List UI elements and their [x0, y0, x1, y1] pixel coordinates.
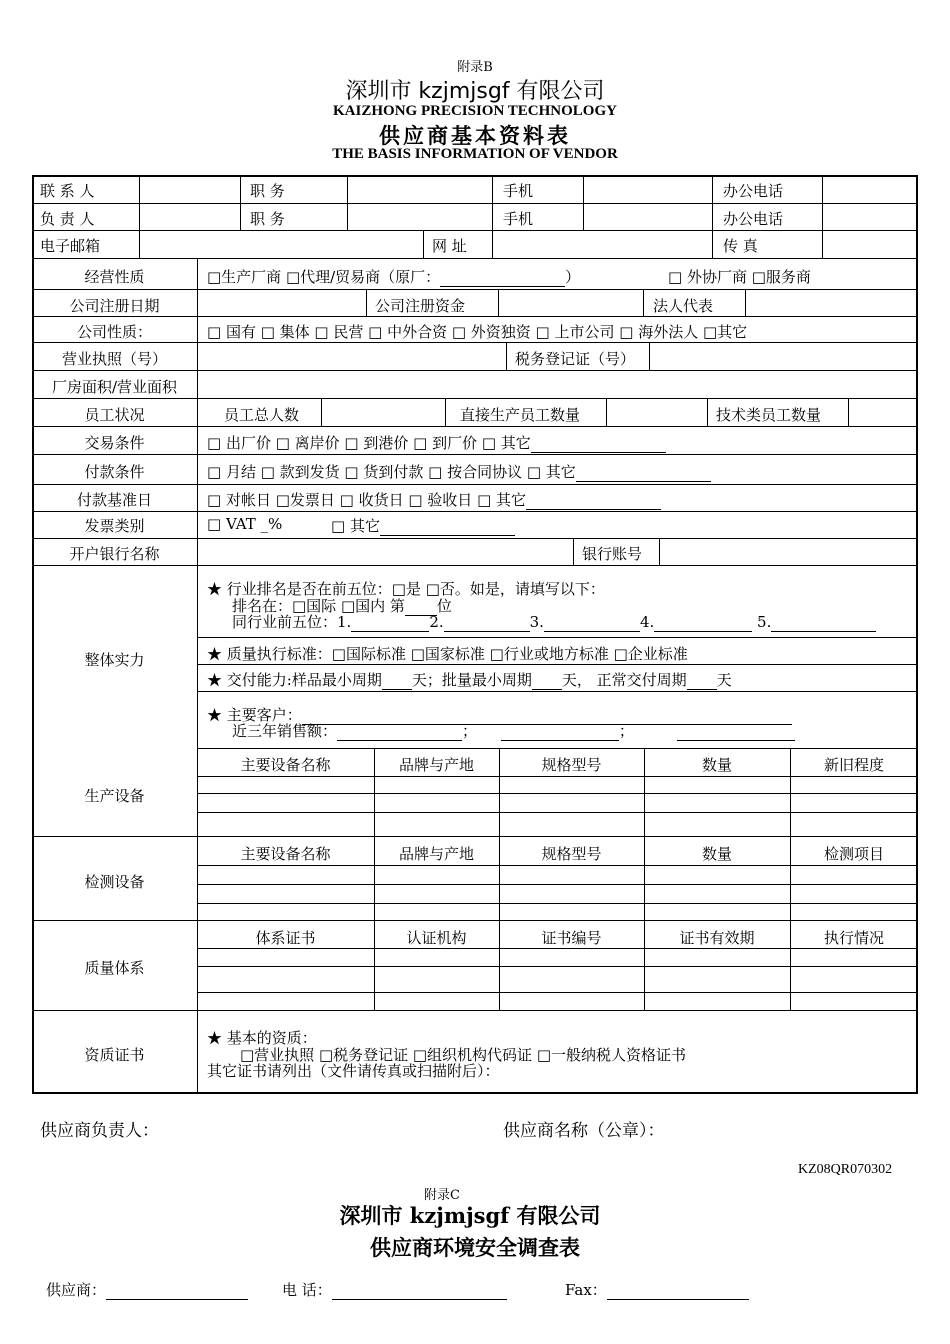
other-certificates-note: 其它证书请列出（文件请传真或扫描附后）：: [207, 1062, 500, 1080]
insp-header-items: 检测项目: [823, 845, 884, 863]
top-five-peers: 同行业前五位：1. 2. 3. 4. 5.: [232, 611, 876, 632]
insp-header-qty: 数量: [701, 845, 732, 863]
appendix-c-label: 附录C: [424, 1188, 460, 1203]
prod-header-condition: 新旧程度: [823, 756, 884, 774]
prod-header-name: 主要设备名称: [240, 756, 331, 774]
invoice-other-option[interactable]: □ 其它: [331, 515, 515, 536]
env-fax-field[interactable]: Fax：: [565, 1279, 749, 1300]
business-nature-options-2[interactable]: □ 外协厂商 □服务商: [668, 268, 811, 286]
website-label: 网 址: [432, 237, 467, 255]
company-name-en: KAIZHONG PRECISION TECHNOLOGY: [333, 103, 617, 119]
contact-person-label: 联 系 人: [40, 182, 95, 200]
tax-registration-label: 税务登记证（号）: [515, 350, 636, 368]
qualification-cert-label: 资质证书: [84, 1046, 145, 1064]
bank-account-label: 银行账号: [582, 545, 643, 563]
mobile-label-2: 手机: [503, 210, 534, 228]
insp-header-brand: 品牌与产地: [398, 845, 474, 863]
payment-base-label: 付款基准日: [76, 491, 152, 509]
legal-rep-label: 法人代表: [653, 297, 714, 315]
insp-header-model: 规格型号: [541, 845, 602, 863]
environment-safety-title: 供应商环境安全调查表: [370, 1235, 580, 1260]
position-label-2: 职 务: [250, 210, 285, 228]
delivery-capability: ★ 交付能力:样品最小周期 天；批量最小周期 天， 正常交付周期 天: [207, 671, 732, 689]
basic-qualification-options[interactable]: □营业执照 □税务登记证 □组织机构代码证 □一般纳税人资格证书: [240, 1046, 686, 1064]
invoice-type-label: 发票类别: [84, 517, 145, 535]
direct-staff-label: 直接生产员工数量: [460, 406, 581, 424]
position-label: 职 务: [250, 182, 285, 200]
prod-header-qty: 数量: [701, 756, 732, 774]
factory-area-label: 厂房面积/营业面积: [51, 378, 178, 396]
quality-standard-options[interactable]: ★ 质量执行标准：□国际标准 □国家标准 □行业或地方标准 □企业标准: [207, 645, 688, 663]
sales-three-years: 近三年销售额： ； ；: [232, 720, 795, 741]
payment-terms-label: 付款条件: [84, 463, 145, 481]
env-phone-field[interactable]: 电 话：: [282, 1279, 507, 1300]
total-staff-label: 员工总人数: [224, 406, 300, 424]
fax-label: 传 真: [723, 237, 758, 255]
payment-base-options[interactable]: □ 对帐日 □发票日 □ 收货日 □ 验收日 □ 其它: [207, 489, 661, 510]
env-supplier-field[interactable]: 供应商：: [46, 1279, 248, 1300]
appendix-b-label: 附录B: [457, 60, 493, 75]
registration-date-label: 公司注册日期: [69, 297, 160, 315]
qs-header-validity: 证书有效期: [679, 929, 755, 947]
business-license-label: 营业执照（号）: [61, 350, 167, 368]
insp-header-name: 主要设备名称: [240, 845, 331, 863]
quality-system-label: 质量体系: [84, 959, 145, 977]
form-title-cn: 供应商基本资料表: [379, 123, 571, 148]
office-phone-label-2: 办公电话: [723, 210, 784, 228]
business-nature-label: 经营性质: [84, 268, 145, 286]
form-title-en: THE BASIS INFORMATION OF VENDOR: [332, 146, 618, 162]
prod-header-model: 规格型号: [541, 756, 602, 774]
responsible-person-label: 负 责 人: [40, 210, 95, 228]
company-nature-options[interactable]: □ 国有 □ 集体 □ 民营 □ 中外合资 □ 外资独资 □ 上市公司 □ 海外法人 □其它: [207, 323, 748, 341]
office-phone-label: 办公电话: [723, 182, 784, 200]
qs-header-status: 执行情况: [823, 929, 884, 947]
qs-header-number: 证书编号: [541, 929, 602, 947]
invoice-vat-option[interactable]: □ VAT _%: [207, 515, 283, 533]
trade-terms-label: 交易条件: [84, 434, 145, 452]
company-name-cn: 深圳市 kzjmjsgf 有限公司: [345, 79, 605, 104]
industry-rank-scope[interactable]: 排名在：□国际 □国内 第 位: [232, 597, 452, 615]
production-equipment-label: 生产设备: [84, 787, 145, 805]
business-nature-options[interactable]: □生产厂商 □代理/贸易商（原厂： ）: [207, 268, 581, 286]
payment-terms-options[interactable]: □ 月结 □ 款到发货 □ 货到付款 □ 按合同协议 □ 其它: [207, 461, 711, 482]
mobile-label: 手机: [503, 182, 534, 200]
email-label: 电子邮箱: [40, 237, 101, 255]
bank-name-label: 开户银行名称: [69, 545, 160, 563]
company-nature-label: 公司性质：: [76, 323, 152, 341]
main-customers: ★ 主要客户：: [207, 704, 792, 725]
industry-rank-question[interactable]: ★ 行业排名是否在前五位：□是 □否。如是，请填写以下：: [207, 580, 605, 598]
appendix-c-company: 深圳市 kzjmjsgf 有限公司: [339, 1203, 601, 1228]
registered-capital-label: 公司注册资金: [375, 297, 466, 315]
trade-terms-options[interactable]: □ 出厂价 □ 离岸价 □ 到港价 □ 到厂价 □ 其它: [207, 432, 666, 453]
overall-strength-label: 整体实力: [84, 651, 145, 669]
tech-staff-label: 技术类员工数量: [716, 406, 822, 424]
document-code: KZ08QR070302: [798, 1162, 893, 1177]
supplier-name-seal: 供应商名称（公章）：: [503, 1121, 665, 1141]
basic-qualification: ★ 基本的资质：: [207, 1029, 317, 1047]
supplier-head-signature: 供应商负责人：: [40, 1121, 159, 1141]
inspection-equipment-label: 检测设备: [84, 873, 145, 891]
prod-header-brand: 品牌与产地: [398, 756, 474, 774]
staff-status-label: 员工状况: [84, 406, 145, 424]
qs-header-body: 认证机构: [406, 929, 467, 947]
qs-header-cert: 体系证书: [255, 929, 316, 947]
